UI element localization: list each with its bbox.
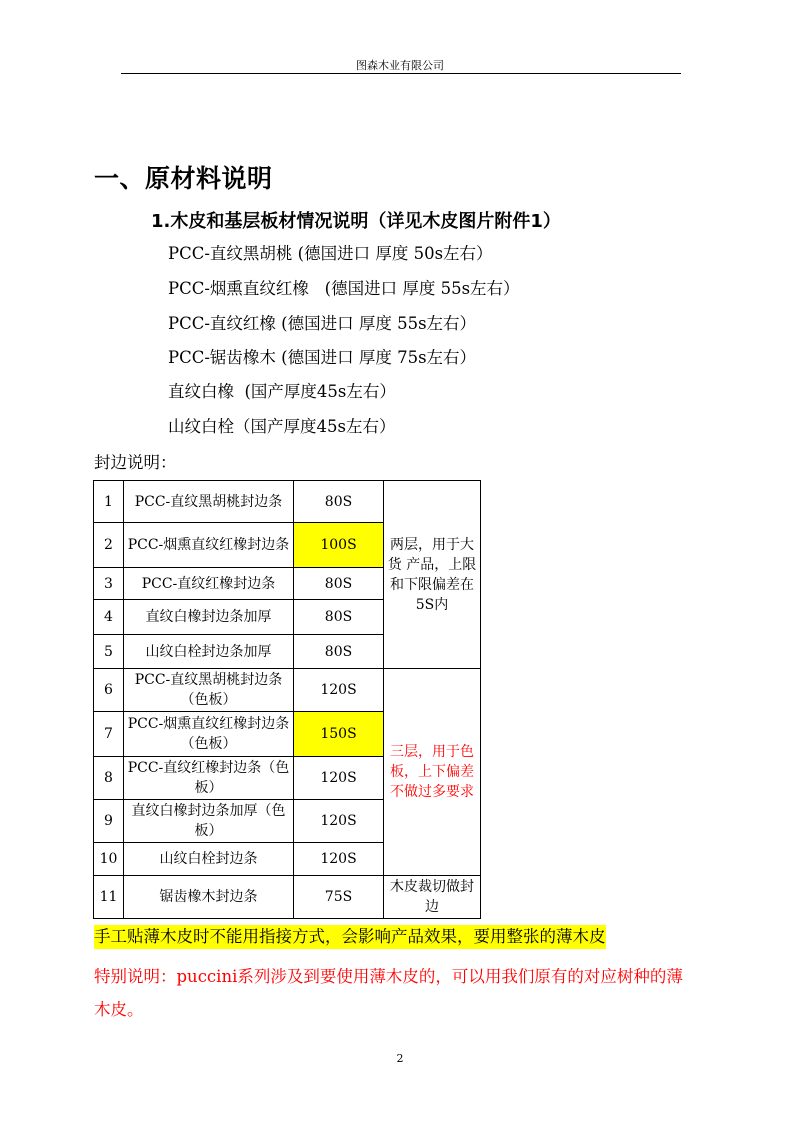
- note-group-3: 木皮裁切做封边: [384, 876, 481, 919]
- row-value: 80S: [294, 635, 384, 669]
- row-number: 6: [94, 669, 124, 712]
- row-name: 山纹白栓封边条加厚: [124, 635, 294, 669]
- row-value: 80S: [294, 600, 384, 635]
- section-title: 一、原材料说明: [94, 164, 273, 193]
- table-row: [94, 481, 481, 523]
- note-group-1: 两层，用于大货 产品，上限和下限偏差在5S内: [384, 481, 481, 669]
- row-number: 10: [94, 843, 124, 876]
- special-note: 特别说明：puccini系列涉及到要使用薄木皮的，可以用我们原有的对应树种的薄木皮。: [94, 967, 683, 1019]
- row-name: PCC-烟熏直纹红橡封边条: [124, 523, 294, 568]
- row-number: 8: [94, 757, 124, 800]
- material-item: PCC-直纹红橡 (德国进口 厚度 55s左右）: [168, 314, 477, 333]
- row-name: 直纹白橡封边条加厚: [124, 600, 294, 635]
- row-name: PCC-直纹红橡封边条: [124, 568, 294, 600]
- subsection-title: 1.木皮和基层板材情况说明（详见木皮图片附件1）: [151, 211, 561, 232]
- material-item: 直纹白橡 (国产厚度45s左右）: [168, 382, 396, 401]
- row-number: 9: [94, 800, 124, 843]
- edge-banding-table: [93, 480, 481, 919]
- notice-highlighted: 手工贴薄木皮时不能用指接方式，会影响产品效果，要用整张的薄木皮: [94, 925, 606, 949]
- material-item: PCC-烟熏直纹红橡 (德国进口 厚度 55s左右）: [168, 279, 520, 298]
- row-name: PCC-直纹黑胡桃封边条: [124, 481, 294, 523]
- table-row: [94, 876, 481, 919]
- row-value-highlighted: 150S: [294, 712, 384, 757]
- page-number: 2: [396, 1052, 404, 1065]
- row-number: 7: [94, 712, 124, 757]
- header-divider: [121, 73, 681, 74]
- row-name: PCC-烟熏直纹红橡封边条（色板）: [124, 712, 294, 757]
- row-value: 80S: [294, 568, 384, 600]
- row-name: 锯齿橡木封边条: [124, 876, 294, 919]
- edge-banding-title: 封边说明：: [94, 453, 177, 472]
- row-number: 3: [94, 568, 124, 600]
- material-item: PCC-直纹黑胡桃 (德国进口 厚度 50s左右）: [168, 244, 493, 263]
- row-name: PCC-直纹红橡封边条（色板）: [124, 757, 294, 800]
- row-value: 80S: [294, 481, 384, 523]
- row-number: 5: [94, 635, 124, 669]
- row-name: PCC-直纹黑胡桃封边条（色板）: [124, 669, 294, 712]
- row-number: 1: [94, 481, 124, 523]
- row-value: 120S: [294, 757, 384, 800]
- row-value-highlighted: 100S: [294, 523, 384, 568]
- row-number: 11: [94, 876, 124, 919]
- row-value: 120S: [294, 843, 384, 876]
- row-name: 山纹白栓封边条: [124, 843, 294, 876]
- row-name: 直纹白橡封边条加厚（色板）: [124, 800, 294, 843]
- row-value: 75S: [294, 876, 384, 919]
- note-group-2: 三层，用于色板，上下偏差不做过多要求: [384, 669, 481, 876]
- row-number: 2: [94, 523, 124, 568]
- row-value: 120S: [294, 669, 384, 712]
- header-company: 图森木业有限公司: [356, 59, 444, 72]
- table-row: [94, 669, 481, 712]
- material-item: 山纹白栓（国产厚度45s左右）: [168, 417, 396, 436]
- row-number: 4: [94, 600, 124, 635]
- row-value: 120S: [294, 800, 384, 843]
- material-item: PCC-锯齿橡木 (德国进口 厚度 75s左右）: [168, 348, 477, 367]
